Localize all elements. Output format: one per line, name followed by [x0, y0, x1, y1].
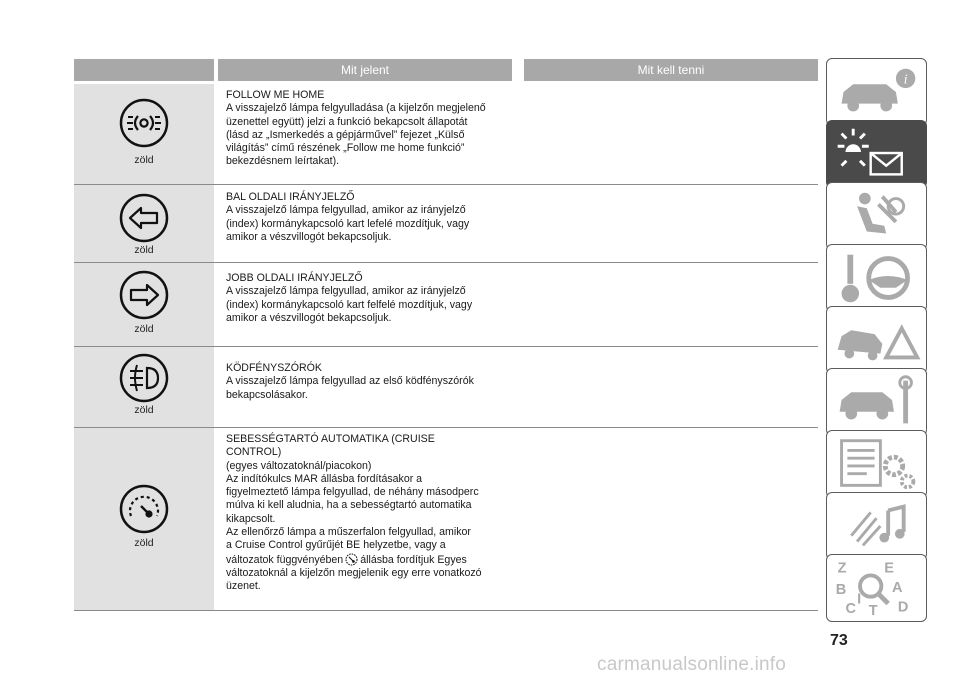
text-fragment: állásba fordítjuk Egyes — [360, 553, 467, 566]
text-line: változatoknál a kijelzőn megjelenik egy erre vonatkozó — [226, 566, 482, 579]
index-letter: I — [857, 591, 862, 608]
icon-cell — [74, 428, 214, 610]
text-line-with-icon — [226, 553, 526, 567]
icon-cell — [74, 347, 214, 427]
text-line: bekezdésnem leírtakat). — [226, 155, 340, 168]
index-letter: T — [868, 603, 878, 620]
icon-cell — [74, 84, 214, 184]
text-line: amikor a vészvillogót bekapcsoljuk. — [226, 230, 392, 243]
table-row — [74, 263, 818, 347]
row-description — [226, 191, 526, 244]
tab-warning-lights[interactable] — [826, 120, 927, 188]
svg-text:i: i — [903, 71, 908, 87]
text-fragment: változatok függvényében — [226, 553, 344, 566]
text-line: A visszajelző lámpa felgyullad, amikor az irányjelző — [226, 285, 466, 298]
row-description — [226, 362, 526, 402]
text-line: (egyes változatoknál/piacokon) — [226, 459, 372, 472]
car-maintenance-icon — [827, 369, 926, 435]
header-icon-column — [74, 59, 214, 81]
car-info-icon — [827, 59, 926, 125]
airbag-seat-safety-icon — [827, 183, 926, 249]
text-line: A visszajelző lámpa felgyulladása (a kijelzőn megjelenő — [226, 102, 486, 115]
table-row — [74, 428, 818, 611]
row-description — [226, 272, 526, 325]
tab-car-info[interactable] — [826, 58, 927, 126]
tab-index[interactable] — [826, 554, 927, 622]
indicator-color: zöld — [134, 323, 154, 335]
header-action: Mit kell tenni — [524, 59, 818, 81]
text-line: Az indítókulcs MAR állásba fordításakor a — [226, 472, 423, 485]
index-letter: Z — [837, 560, 847, 577]
tab-multimedia[interactable] — [826, 492, 927, 560]
cruise-on-icon — [345, 553, 358, 566]
row-title: SEBESSÉGTARTÓ AUTOMATIKA (CRUISE — [226, 433, 435, 445]
multimedia-icon — [827, 493, 926, 559]
text-line: bekapcsolásakor. — [226, 388, 308, 401]
car-emergency-icon — [827, 307, 926, 373]
index-letter: B — [835, 581, 847, 598]
text-line: (index) kormánykapcsoló kart lefelé mozdítjuk, vagy — [226, 217, 470, 230]
watermark: carmanualsonline.info — [597, 654, 787, 675]
tab-safety[interactable] — [826, 182, 927, 250]
index-letter: D — [897, 599, 909, 616]
table-row — [74, 185, 818, 263]
tab-technical-data[interactable] — [826, 430, 927, 498]
text-line: A visszajelző lámpa felgyullad az első ködfényszórók — [226, 375, 474, 388]
indicator-color: zöld — [134, 537, 154, 549]
row-title-cont: CONTROL) — [226, 446, 282, 459]
indicator-color: zöld — [134, 404, 154, 416]
icon-cell — [74, 185, 214, 262]
table-row — [74, 347, 818, 428]
left-turn-signal-icon — [119, 193, 169, 243]
index-letter: E — [884, 560, 894, 577]
text-line: üzenettel együtt) jelzi a funkció bekapcsolt állapotát — [226, 115, 468, 128]
tab-maintenance[interactable] — [826, 368, 927, 436]
row-description — [226, 433, 526, 594]
technical-data-icon — [827, 431, 926, 497]
text-line: üzenet. — [226, 580, 261, 593]
indicator-color: zöld — [134, 154, 154, 166]
row-title: BAL OLDALI IRÁNYJELZŐ — [226, 191, 355, 203]
icon-cell — [74, 263, 214, 346]
text-line: (index) kormánykapcsoló kart felfelé mozdítjuk, vagy — [226, 298, 473, 311]
text-line: világítás” című részének „Follow me home funkció” — [226, 142, 465, 155]
text-line: (lásd az „Ismerkedés a gépjárművel” fejezet „Külső — [226, 128, 465, 141]
row-title: FOLLOW ME HOME — [226, 89, 325, 101]
header-meaning: Mit jelent — [218, 59, 512, 81]
text-line: amikor a vészvillogót bekapcsoljuk. — [226, 311, 392, 324]
page-number: 73 — [830, 632, 848, 649]
key-steering-wheel-icon — [827, 245, 926, 311]
alphabetical-index-icon — [827, 555, 926, 621]
text-line: kikapcsolt. — [226, 512, 276, 525]
tab-emergency[interactable] — [826, 306, 927, 374]
indicator-color: zöld — [134, 244, 154, 256]
text-line: a Cruise Control gyűrűjét BE helyzetbe, vagy a — [226, 539, 446, 552]
cruise-control-icon — [119, 484, 169, 534]
tab-starting-driving[interactable] — [826, 244, 927, 312]
warning-lights-message-icon — [827, 121, 926, 187]
text-line: Az ellenőrző lámpa a műszerfalon felgyullad, amikor — [226, 526, 471, 539]
text-line: A visszajelző lámpa felgyullad, amikor az irányjelző — [226, 204, 466, 217]
index-letter: A — [892, 579, 903, 596]
follow-me-home-icon — [119, 98, 169, 148]
row-description — [226, 89, 526, 169]
right-turn-signal-icon — [119, 270, 169, 320]
row-title: KÖDFÉNYSZÓRÓK — [226, 362, 322, 374]
text-line: figyelmeztető lámpa felgyullad, de néhány másodperc — [226, 486, 479, 499]
table-row — [74, 84, 818, 185]
index-letter: C — [845, 601, 856, 618]
fog-light-icon — [119, 353, 169, 403]
row-title: JOBB OLDALI IRÁNYJELZŐ — [226, 272, 363, 284]
text-line: múlva ki kell aludnia, ha a sebességtartó automatika — [226, 499, 472, 512]
